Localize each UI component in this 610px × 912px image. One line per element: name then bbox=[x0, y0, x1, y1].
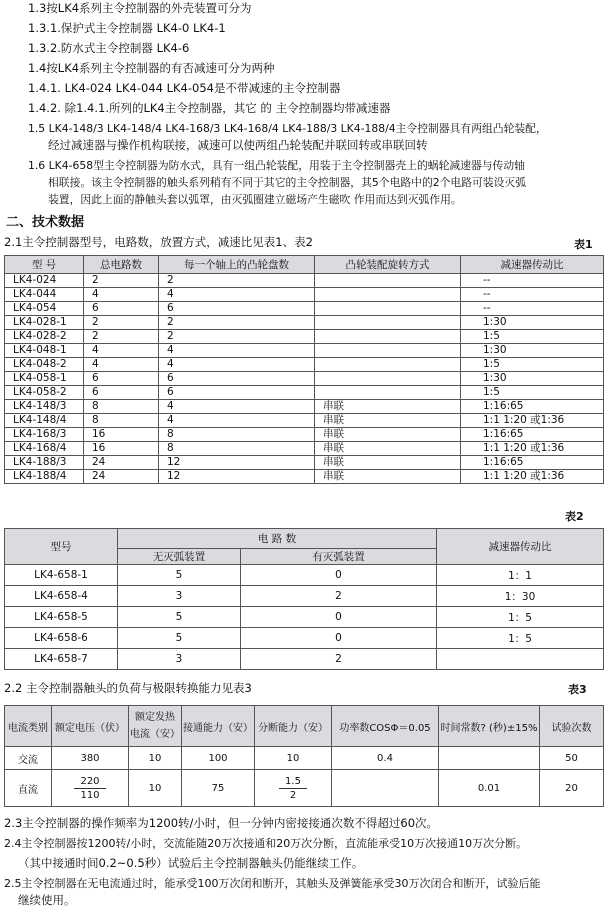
table1-cell: 1:16:65 bbox=[461, 400, 604, 414]
table1-cell: LK4-058-1 bbox=[5, 372, 84, 386]
table1-cell: 24 bbox=[84, 456, 159, 470]
table1-cell: LK4-168/3 bbox=[5, 428, 84, 442]
table2 bbox=[4, 528, 604, 670]
table3-header bbox=[5, 706, 604, 747]
table1-cell: 4 bbox=[159, 400, 315, 414]
table3-row-ac bbox=[5, 747, 604, 770]
table1-cell: 串联 bbox=[315, 414, 461, 428]
table3-cell: 75 bbox=[182, 770, 255, 807]
table1 bbox=[4, 255, 604, 484]
table2-cell: 5 bbox=[118, 628, 241, 649]
table1-cell: 串联 bbox=[315, 470, 461, 484]
table1-cell: 1:16:65 bbox=[461, 428, 604, 442]
table3-col-header: 试验次数 bbox=[540, 706, 604, 747]
table1-caption: 表1 bbox=[574, 238, 593, 251]
table3-cell: 10 bbox=[129, 770, 182, 807]
table1-cell bbox=[315, 358, 461, 372]
table1-cell: LK4-048-1 bbox=[5, 344, 84, 358]
intro-text bbox=[0, 0, 610, 208]
table1-cell: 8 bbox=[84, 400, 159, 414]
para-1-3-2: 1.3.2.防水式主令控制器 LK4-6 bbox=[28, 41, 190, 55]
table1-cell: 1:30 bbox=[461, 344, 604, 358]
table1-cell: LK4-188/4 bbox=[5, 470, 84, 484]
para-1-4-1: 1.4.1. LK4-024 LK4-044 LK4-054是不带减速的主令控制器 bbox=[28, 81, 341, 95]
para-1-6b: 相联接。该主令控制器的触头系列稍有不同于其它的主令控制器，其5个电路中的2个电路可装设灭弧 bbox=[48, 176, 527, 189]
table3-col-header: 分断能力（安） bbox=[255, 706, 332, 747]
table1-cell: LK4-148/4 bbox=[5, 414, 84, 428]
table1-cell: 6 bbox=[159, 386, 315, 400]
table2-row bbox=[5, 607, 604, 628]
table2-arc-header: 有灭弧装置 bbox=[241, 549, 437, 565]
table3-col-header: 额定电压（伏） bbox=[52, 706, 129, 747]
table2-cell bbox=[437, 649, 604, 670]
table3-cell bbox=[52, 770, 129, 807]
table3 bbox=[4, 705, 604, 807]
table2-caption: 表2 bbox=[565, 510, 584, 523]
para-1-4-2: 1.4.2. 除1.4.1.所列的LK4主令控制器，其它 的 主令控制器均带减速器 bbox=[28, 101, 391, 115]
table2-body bbox=[5, 565, 604, 670]
table3-col-header: 额定发热 电流（安） bbox=[129, 706, 182, 747]
table1-cell: 1:1 1:20 或1:36 bbox=[461, 470, 604, 484]
table3-row-dc bbox=[5, 770, 604, 807]
table1-cell: 6 bbox=[84, 302, 159, 316]
table1-row bbox=[5, 316, 604, 330]
table1-row bbox=[5, 372, 604, 386]
table1-cell: 1:30 bbox=[461, 316, 604, 330]
table1-cell: 4 bbox=[159, 414, 315, 428]
para-1-5a: 1.5 LK4-148/3 LK4-148/4 LK4-168/3 LK4-168/4 LK4-188/3 LK4-188/4主令控制器具有两组凸轮装配， bbox=[28, 122, 547, 135]
table1-cell: 6 bbox=[159, 372, 315, 386]
table1-cell bbox=[315, 330, 461, 344]
fraction-numerator: 220 bbox=[74, 775, 105, 789]
table1-cell bbox=[315, 302, 461, 316]
table2-row bbox=[5, 586, 604, 607]
table2-cell: 1：5 bbox=[437, 607, 604, 628]
table1-col-header: 总电路数 bbox=[84, 256, 159, 274]
table3-cell: 0.01 bbox=[439, 770, 540, 807]
fraction-numerator: 1.5 bbox=[279, 775, 307, 789]
table1-cell: 8 bbox=[159, 428, 315, 442]
table2-cell: 0 bbox=[241, 628, 437, 649]
table1-cell: LK4-024 bbox=[5, 274, 84, 288]
section-2-2: 2.2 主令控制器触头的负荷与极限转换能力见表3 bbox=[4, 681, 252, 695]
fraction-denominator: 110 bbox=[80, 789, 100, 801]
note-2-4b: （其中接通时间0.2~0.5秒）试验后主令控制器触头仍能继续工作。 bbox=[18, 856, 364, 870]
table2-cell: 3 bbox=[118, 649, 241, 670]
table1-cell: 2 bbox=[84, 330, 159, 344]
fraction-denominator: 2 bbox=[289, 789, 297, 801]
table1-cell: 2 bbox=[159, 330, 315, 344]
table1-cell: 4 bbox=[84, 344, 159, 358]
table1-cell: 2 bbox=[159, 274, 315, 288]
table1-cell: LK4-148/3 bbox=[5, 400, 84, 414]
table1-cell: 2 bbox=[84, 274, 159, 288]
table1-cell: 1:1 1:20 或1:36 bbox=[461, 414, 604, 428]
table3-cell: 交流 bbox=[5, 747, 52, 770]
table1-cell: 2 bbox=[84, 316, 159, 330]
table1-col-header: 减速器传动比 bbox=[461, 256, 604, 274]
table1-cell: 4 bbox=[159, 344, 315, 358]
table1-cell: 4 bbox=[159, 358, 315, 372]
table1-col-header: 每一个轴上的凸轮盘数 bbox=[159, 256, 315, 274]
table3-cell: 20 bbox=[540, 770, 604, 807]
table2-cell: LK4-658-7 bbox=[5, 649, 118, 670]
table3-cell: 0.4 bbox=[332, 747, 439, 770]
para-1-3-1: 1.3.1.保护式主令控制器 LK4-0 LK4-1 bbox=[28, 21, 226, 35]
table1-cell: LK4-188/3 bbox=[5, 456, 84, 470]
table2-cell: 0 bbox=[241, 607, 437, 628]
table2-cell: 3 bbox=[118, 586, 241, 607]
table2-cell: 2 bbox=[241, 586, 437, 607]
table1-cell bbox=[315, 288, 461, 302]
table3-cell: 直流 bbox=[5, 770, 52, 807]
para-1-6a: 1.6 LK4-658型主令控制器为防水式，具有一组凸轮装配，用装于主令控制器壳上的蜗轮减速器与传动轴 bbox=[28, 159, 525, 172]
table2-cell: LK4-658-6 bbox=[5, 628, 118, 649]
table1-cell: 1:1 1:20 或1:36 bbox=[461, 442, 604, 456]
table1-row bbox=[5, 302, 604, 316]
table2-cell: LK4-658-4 bbox=[5, 586, 118, 607]
table1-row bbox=[5, 442, 604, 456]
table2-row bbox=[5, 649, 604, 670]
table3-col-header: 功率数COSΦ＝0.05 bbox=[332, 706, 439, 747]
table1-cell: 6 bbox=[84, 386, 159, 400]
table2-ratio-header: 减速器传动比 bbox=[437, 529, 604, 565]
table1-row bbox=[5, 400, 604, 414]
table1-cell: 1:5 bbox=[461, 330, 604, 344]
table1-row bbox=[5, 386, 604, 400]
table1-row bbox=[5, 414, 604, 428]
table1-cell: LK4-028-1 bbox=[5, 316, 84, 330]
table1-row bbox=[5, 456, 604, 470]
table2-cell: LK4-658-1 bbox=[5, 565, 118, 586]
table1-cell: -- bbox=[461, 302, 604, 316]
para-1-5b: 经过减速器与操作机构联接，减速可以使两组凸轮装配并联回转或串联回转 bbox=[48, 138, 428, 152]
table1-cell: LK4-044 bbox=[5, 288, 84, 302]
table1-cell: 串联 bbox=[315, 428, 461, 442]
table3-cell bbox=[439, 747, 540, 770]
table1-cell: -- bbox=[461, 288, 604, 302]
table3-cell bbox=[332, 770, 439, 807]
table1-cell: 1:16:65 bbox=[461, 456, 604, 470]
table1-cell: 串联 bbox=[315, 456, 461, 470]
section-2-1: 2.1主令控制器型号，电路数，放置方式，减速比见表1、表2 bbox=[4, 235, 313, 249]
table3-caption: 表3 bbox=[568, 683, 587, 696]
table1-cell: 12 bbox=[159, 456, 315, 470]
table1-cell: 12 bbox=[159, 470, 315, 484]
table1-row bbox=[5, 288, 604, 302]
table1-row bbox=[5, 330, 604, 344]
table2-circuits-header: 电 路 数 bbox=[118, 529, 437, 549]
table1-cell: 16 bbox=[84, 442, 159, 456]
table1-row bbox=[5, 428, 604, 442]
table2-row bbox=[5, 628, 604, 649]
table2-cell: 1：30 bbox=[437, 586, 604, 607]
table3-cell: 50 bbox=[540, 747, 604, 770]
table1-cell: 24 bbox=[84, 470, 159, 484]
table3-cell: 10 bbox=[129, 747, 182, 770]
table1-cell: 4 bbox=[159, 288, 315, 302]
para-1-3: 1.3按LK4系列主令控制器的外壳装置可分为 bbox=[28, 1, 252, 15]
table3-col-header: 时间常数? (秒)±15% bbox=[439, 706, 540, 747]
para-1-4: 1.4按LK4系列主令控制器的有否减速可分为两种 bbox=[28, 61, 275, 75]
table2-cell: 5 bbox=[118, 565, 241, 586]
table2-cell: 1：1 bbox=[437, 565, 604, 586]
table1-header bbox=[5, 256, 604, 274]
table1-cell: LK4-048-2 bbox=[5, 358, 84, 372]
table1-body bbox=[5, 274, 604, 484]
table2-model-header: 型号 bbox=[5, 529, 118, 565]
table1-cell: 串联 bbox=[315, 442, 461, 456]
table2-cell: LK4-658-5 bbox=[5, 607, 118, 628]
table1-cell: 16 bbox=[84, 428, 159, 442]
table1-cell: LK4-054 bbox=[5, 302, 84, 316]
table1-cell: -- bbox=[461, 274, 604, 288]
table1-cell: LK4-028-2 bbox=[5, 330, 84, 344]
table1-cell bbox=[315, 386, 461, 400]
table1-row bbox=[5, 470, 604, 484]
note-2-4a: 2.4主令控制器按1200转/小时，交流能随20万次接通和20万次分断，直流能承受10万次接通10万次分断。 bbox=[4, 837, 528, 850]
table1-cell bbox=[315, 316, 461, 330]
notes bbox=[4, 815, 610, 909]
table2-cell: 0 bbox=[241, 565, 437, 586]
table1-cell: 6 bbox=[159, 302, 315, 316]
table3-col-header: 电流类别 bbox=[5, 706, 52, 747]
section-title: 二、技术数据 bbox=[6, 215, 85, 230]
table1-cell: 6 bbox=[84, 372, 159, 386]
breaking-fraction bbox=[279, 775, 307, 802]
table2-cell: 1：5 bbox=[437, 628, 604, 649]
table3-cell: 100 bbox=[182, 747, 255, 770]
table3-cell: 10 bbox=[255, 747, 332, 770]
table1-cell: 1:5 bbox=[461, 358, 604, 372]
voltage-fraction bbox=[74, 775, 105, 802]
table1-cell bbox=[315, 274, 461, 288]
note-2-3: 2.3主令控制器的操作频率为1200转/小时，但一分钟内密接接通次数不得超过60次。 bbox=[4, 816, 439, 830]
table1-row bbox=[5, 344, 604, 358]
table1-cell: 4 bbox=[84, 288, 159, 302]
para-1-6c: 装置，因此上面的静触头套以弧罩，由灭弧圈建立磁场产生磁吹 作用而达到灭弧作用。 bbox=[48, 193, 462, 206]
table1-row bbox=[5, 274, 604, 288]
table1-cell: 1:30 bbox=[461, 372, 604, 386]
table1-col-header: 型 号 bbox=[5, 256, 84, 274]
table1-cell: 4 bbox=[84, 358, 159, 372]
table2-header-row1 bbox=[5, 529, 604, 549]
table2-cell: 2 bbox=[241, 649, 437, 670]
table1-cell: LK4-168/4 bbox=[5, 442, 84, 456]
table1-cell: 1:5 bbox=[461, 386, 604, 400]
table1-cell: 2 bbox=[159, 316, 315, 330]
table1-cell bbox=[315, 344, 461, 358]
table1-cell: 8 bbox=[159, 442, 315, 456]
table1-cell: 串联 bbox=[315, 400, 461, 414]
table3-col-header: 接通能力（安） bbox=[182, 706, 255, 747]
table1-row bbox=[5, 358, 604, 372]
note-2-5b: 继续使用。 bbox=[18, 893, 76, 907]
table3-cell: 380 bbox=[52, 747, 129, 770]
table1-cell: LK4-058-2 bbox=[5, 386, 84, 400]
table1-col-header: 凸轮装配旋转方式 bbox=[315, 256, 461, 274]
table1-cell: 8 bbox=[84, 414, 159, 428]
table2-row bbox=[5, 565, 604, 586]
note-2-5a: 2.5主令控制器在无电流通过时，能承受100万次闭和断开，其触头及弹簧能承受30万次闭合和断开，试验后能 bbox=[4, 877, 541, 890]
table2-cell: 5 bbox=[118, 607, 241, 628]
table3-cell bbox=[255, 770, 332, 807]
table1-cell bbox=[315, 372, 461, 386]
table2-no-arc-header: 无灭弧装置 bbox=[118, 549, 241, 565]
